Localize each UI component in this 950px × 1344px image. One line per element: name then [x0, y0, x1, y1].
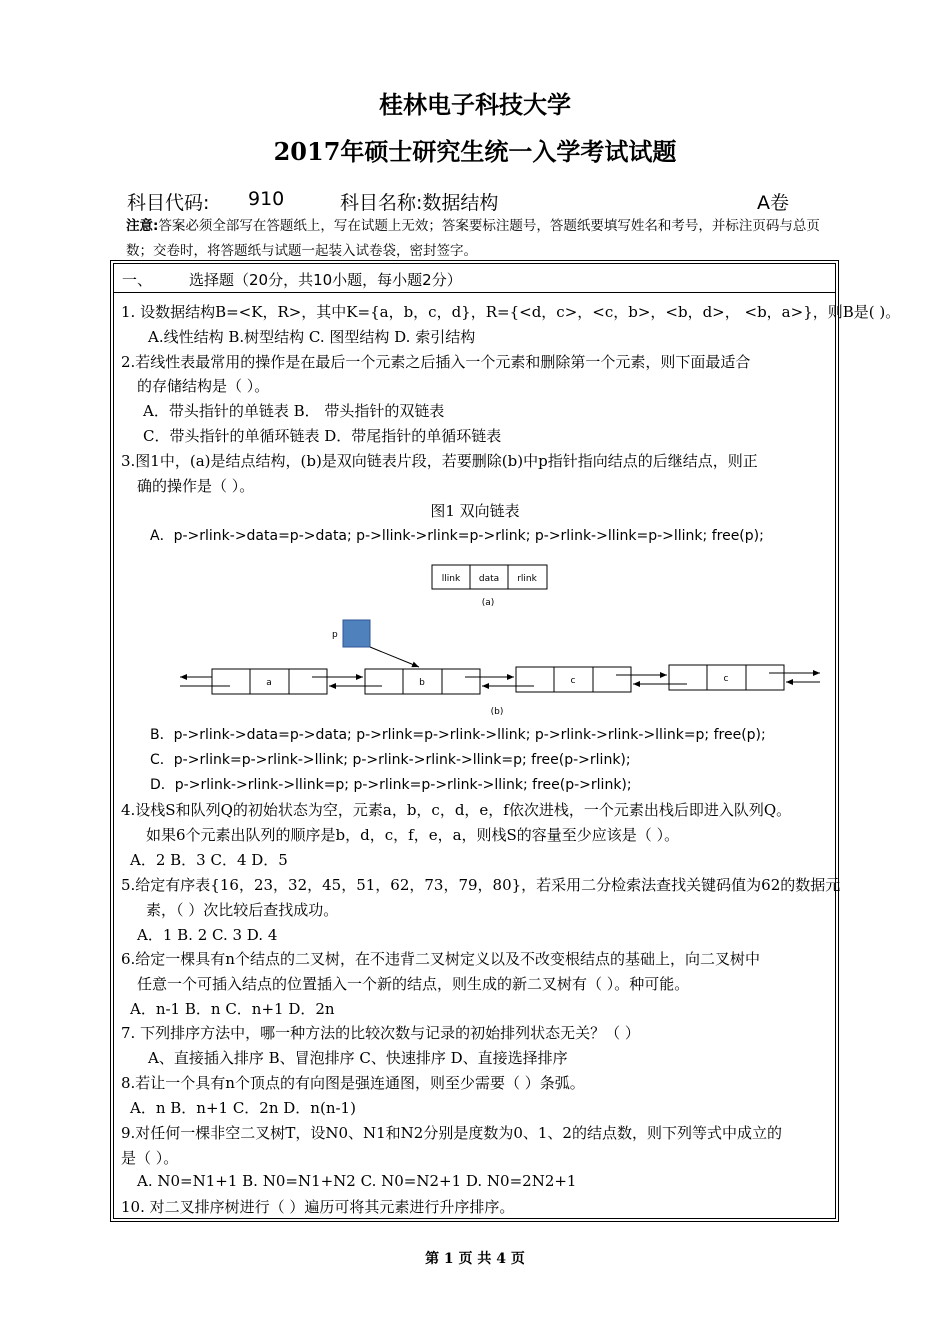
university-title: 桂林电子科技大学 [379, 90, 571, 119]
page-footer: 第 1 页 共 4 页 [425, 1251, 525, 1267]
label-b: (b) [490, 707, 504, 717]
node-2-value: b [419, 678, 425, 688]
list-node-3 [516, 667, 631, 692]
field-llink: llink [441, 574, 461, 584]
question-3-line2: 确的操作是（ ）。 [137, 477, 255, 495]
question-2-line2: 的存储结构是（ ）。 [137, 377, 270, 395]
question-9-line1: 9.对任何一棵非空二叉树T，设N0、N1和N2分别是度数为0、1、2的结点数，则下列等式中成立的 [121, 1124, 782, 1142]
question-8: 8.若让一个具有n个顶点的有向图是强连通图，则至少需要（ ）条弧。 [121, 1074, 585, 1092]
question-3-option-c: C．p->rlink=p->rlink->llink; p->rlink->rlink->llink=p; free(p->rlink); [150, 752, 631, 768]
question-5-line1: 5.给定有序表{16，23，32，45，51，62，73，79，80}，若采用二分检索法查找关键码值为62的数据元 [121, 876, 841, 894]
label-a: (a) [481, 598, 495, 608]
question-5-options: A．1 B. 2 C. 3 D. 4 [137, 926, 278, 944]
question-6-line1: 6.给定一棵具有n个结点的二叉树，在不违背二叉树定义以及不改变根结点的基础上，向二叉树中 [121, 950, 760, 968]
field-rlink: rlink [517, 574, 537, 584]
question-2-line1: 2.若线性表最常用的操作是在最后一个元素之后插入一个元素和删除第一个元素，则下面最适合 [121, 353, 751, 371]
question-8-options: A．n B．n+1 C．2n D．n(n-1) [130, 1099, 356, 1117]
list-node-4 [669, 665, 784, 690]
pointer-label: p [332, 630, 338, 640]
pointer-p-box [343, 620, 370, 647]
exam-title: 2017年硕士研究生统一入学考试试题 [273, 137, 677, 166]
question-3-option-b: B．p->rlink->data=p->data; p->rlink=p->rlink->llink; p->rlink->rlink->llink=p; free(p); [150, 727, 766, 743]
question-7: 7. 下列排序方法中，哪一种方法的比较次数与记录的初始排列状态无关？（ ） [121, 1024, 640, 1042]
question-4-line2: 如果6个元素出队列的顺序是b，d，c，f，e，a，则栈S的容量至少应该是（ ）。 [146, 826, 680, 844]
question-7-options: A、直接插入排序 B、冒泡排序 C、快速排序 D、直接选择排序 [148, 1049, 568, 1067]
node-4-value: c [723, 674, 729, 684]
question-3-option-a: A．p->rlink->data=p->data; p->llink->rlink=p->rlink; p->rlink->llink=p->llink; free(p); [150, 528, 764, 544]
list-node-2 [365, 669, 480, 694]
subject-name-label: 科目名称:数据结构 [340, 192, 499, 214]
notice-text: 答案必须全部写在答题纸上，写在试题上无效；答案要标注题号，答题纸要填写姓名和考号，并标注页码与总页数；交卷时，将答题纸与试题一起装入试卷袋，密封签字。 [126, 218, 820, 259]
subject-code-label: 科目代码: [127, 192, 210, 214]
question-6-options: A．n-1 B．n C．n+1 D．2n [130, 1000, 335, 1018]
subject-code: 910 [248, 188, 285, 210]
paper-version: A卷 [757, 192, 789, 214]
question-3-option-d: D．p->rlink->rlink->llink=p; p->rlink=p->rlink->llink; free(p->rlink); [150, 777, 632, 793]
question-9-line2: 是（ ）。 [121, 1149, 179, 1167]
notice-label: 注意: [126, 218, 159, 234]
question-4-line1: 4.设栈S和队列Q的初始状态为空，元素a，b，c，d，e，f依次进栈，一个元素出栈后即进入队列Q。 [121, 801, 792, 819]
question-2-options-ab: A．带头指针的单链表 B． 带头指针的双链表 [143, 402, 445, 420]
list-node-1 [212, 669, 327, 694]
question-4-options: A．2 B．3 C．4 D．5 [130, 851, 288, 869]
figure-caption: 图1 双向链表 [430, 502, 520, 520]
question-1-options: A.线性结构 B.树型结构 C. 图型结构 D. 索引结构 [148, 328, 476, 346]
section-number: 一、 [122, 271, 153, 289]
node-1-value: a [266, 678, 272, 688]
question-3-line1: 3.图1中，(a)是结点结构，(b)是双向链表片段，若要删除(b)中p指针指向结点的后继结点，则正 [121, 452, 758, 470]
section-title: 选择题（20分，共10小题，每小题2分） [189, 271, 462, 289]
question-6-line2: 任意一个可插入结点的位置插入一个新的结点，则生成的新二叉树有（ ）。种可能。 [137, 975, 690, 993]
field-data: data [478, 574, 500, 584]
question-9-options: A. N0=N1+1 B. N0=N1+N2 C. N0=N2+1 D. N0=2N2+1 [137, 1172, 577, 1190]
question-5-line2: 素，（ ）次比较后查找成功。 [146, 901, 339, 919]
question-10: 10. 对二叉排序树进行（ ）遍历可将其元素进行升序排序。 [121, 1198, 515, 1216]
question-1: 1. 设数据结构B=<K，R>，其中K={a，b，c，d}，R={<d，c>，<c，b>，<b，d>， <b，a>}，则B是( )。 [121, 303, 901, 321]
node-3-value: c [570, 676, 576, 686]
question-2-options-cd: C．带头指针的单循环链表 D．带尾指针的单循环链表 [143, 427, 502, 445]
